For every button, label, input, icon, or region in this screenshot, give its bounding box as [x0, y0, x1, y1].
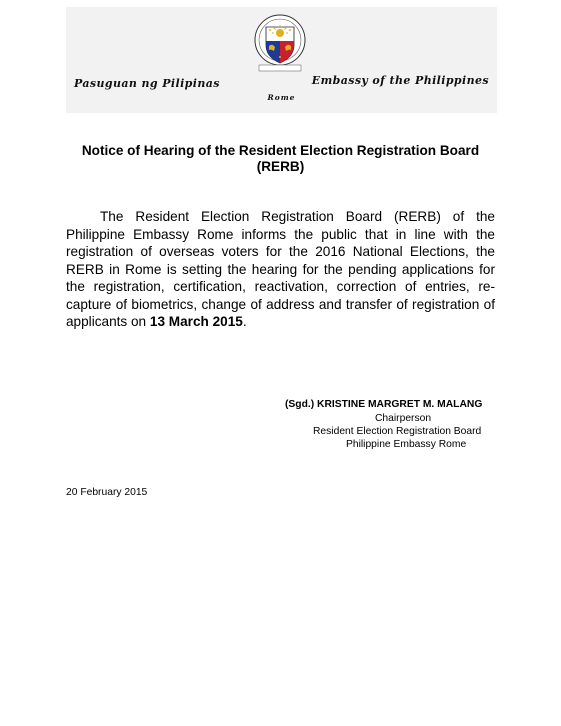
philippine-seal-icon — [253, 13, 307, 73]
hearing-date: 13 March 2015 — [149, 314, 243, 329]
document-date: 20 February 2015 — [66, 487, 148, 498]
notice-body-text: The Resident Election Registration Board (RERB) of the Philippine Embassy Rome informs the public that in line with the registration of overseas voters for the 2016 National Elections, the RERB in Rome is setting the hearing for the pending applications for the registration, certification, reactivation, correction of entries, re-capture of biometrics, change of address and transfer of registration of applicants on — [66, 209, 495, 329]
notice-body-end: . — [242, 314, 247, 329]
letterhead-right-text: Embassy of the Philippines — [311, 74, 489, 87]
notice-title: Notice of Hearing of the Resident Election Registration Board (RERB) — [81, 143, 480, 174]
letterhead-city: Rome — [267, 93, 296, 102]
signatory-name: (Sgd.) KRISTINE MARGRET M. MALANG — [285, 399, 483, 410]
notice-body — [66, 208, 495, 331]
letterhead-left-text: Pasuguan ng Pilipinas — [74, 77, 220, 90]
letterhead — [66, 7, 497, 113]
signatory-role: Chairperson — [375, 413, 432, 424]
signatory-board: Resident Election Registration Board — [313, 426, 482, 437]
signatory-office: Philippine Embassy Rome — [346, 439, 467, 450]
